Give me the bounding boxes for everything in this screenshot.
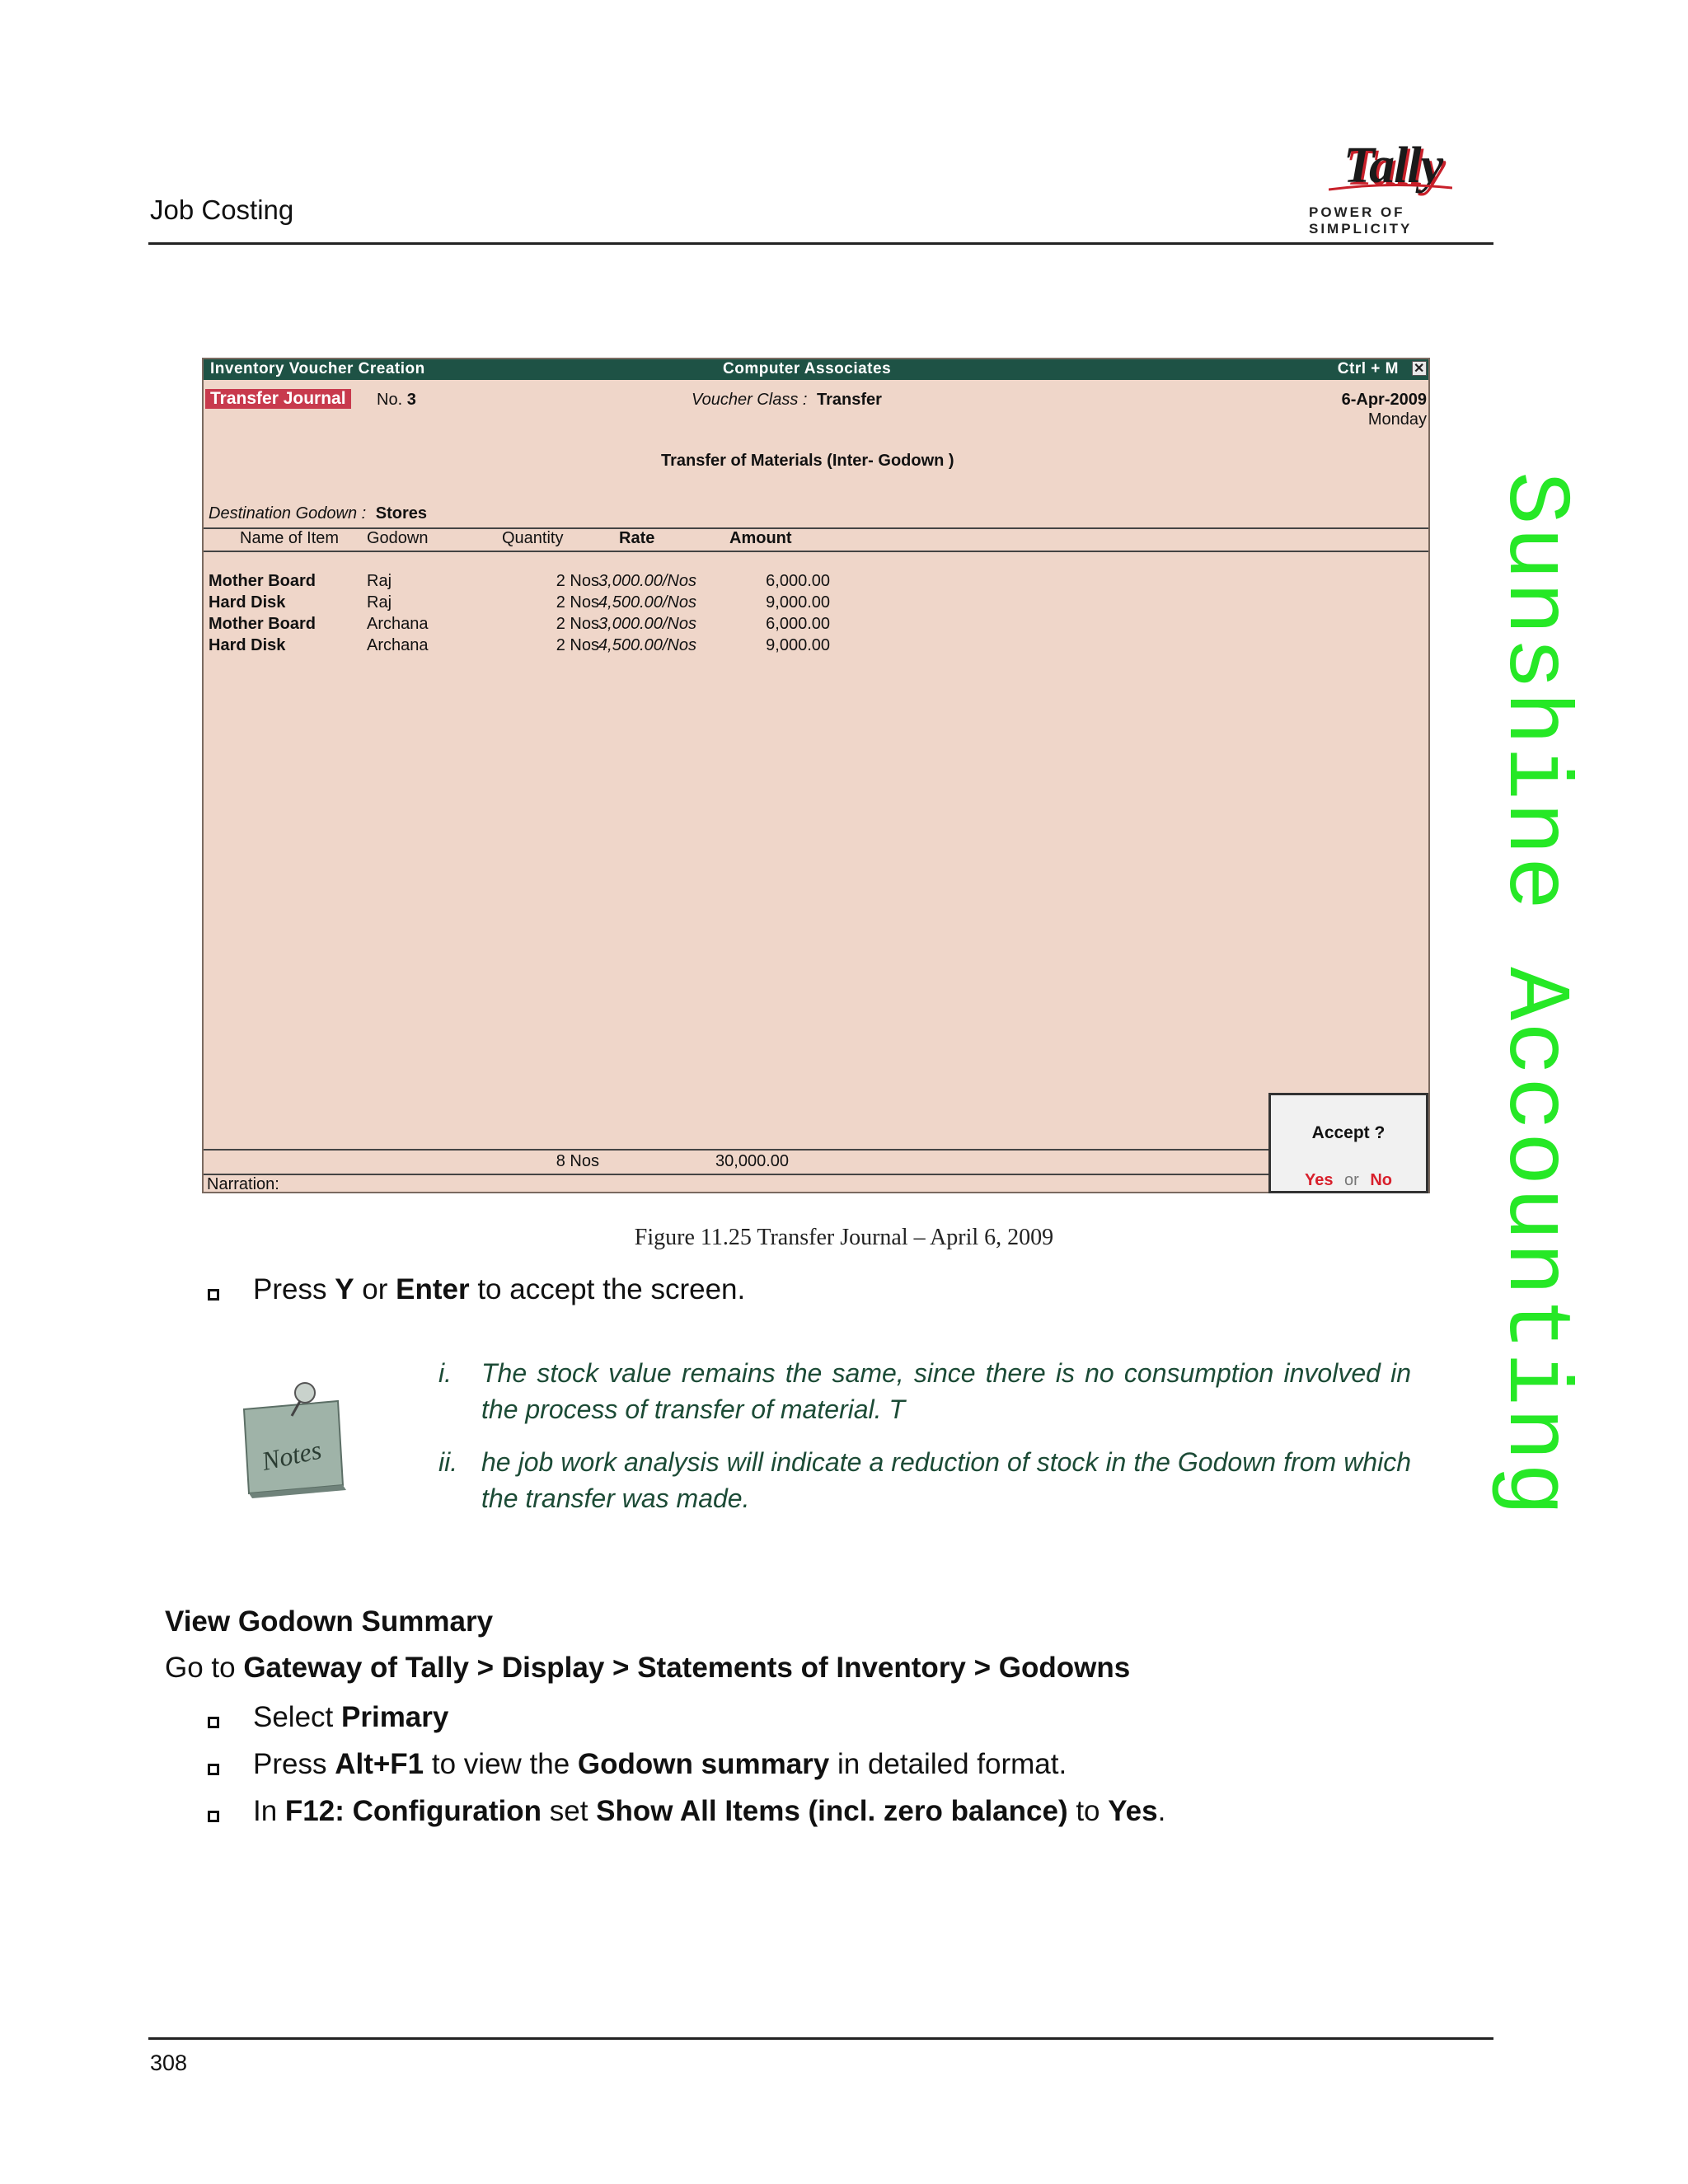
menu-path: Gateway of Tally > Display > Statements of Inventory > Godowns bbox=[243, 1652, 1131, 1684]
bullet-square-icon bbox=[208, 1289, 219, 1301]
cell-qty: 2 Nos bbox=[556, 572, 599, 590]
col-godown: Godown bbox=[367, 529, 429, 547]
col-rate: Rate bbox=[619, 529, 655, 547]
bold-term: Primary bbox=[341, 1701, 449, 1733]
footer-rule bbox=[148, 2037, 1493, 2040]
cell-godown: Raj bbox=[367, 593, 392, 612]
text: in detailed format. bbox=[829, 1748, 1067, 1780]
notes-icon-label: Notes bbox=[259, 1434, 325, 1476]
text: . bbox=[1157, 1795, 1166, 1827]
figure-caption: Figure 11.25 Transfer Journal – April 6, 2009 bbox=[634, 1225, 1054, 1250]
text: to bbox=[1067, 1795, 1109, 1827]
voucher-date: 6-Apr-2009 bbox=[1341, 391, 1427, 409]
destination-godown bbox=[209, 504, 427, 523]
column-header-row bbox=[204, 529, 945, 551]
instruction-accept bbox=[253, 1273, 745, 1306]
col-amount: Amount bbox=[729, 529, 792, 547]
cell-rate: 4,500.00/Nos bbox=[598, 593, 696, 612]
cell-item: Mother Board bbox=[209, 615, 316, 633]
total-quantity: 8 Nos bbox=[556, 1152, 599, 1170]
table-row bbox=[204, 636, 945, 658]
shortcut-hint: Ctrl + M bbox=[1337, 360, 1399, 377]
cell-item: Mother Board bbox=[209, 572, 316, 590]
note-item bbox=[438, 1355, 1411, 1429]
voucher-no-label: No. bbox=[377, 391, 403, 409]
bold-term: Godown summary bbox=[577, 1748, 830, 1780]
cell-amount: 6,000.00 bbox=[766, 572, 830, 590]
key-enter: Enter bbox=[396, 1273, 470, 1305]
total-rule bbox=[204, 1149, 1270, 1151]
step-item bbox=[253, 1795, 1165, 1828]
note-item bbox=[438, 1444, 1411, 1518]
note-text: The stock value remains the same, since there is no consumption involved in the process of transfer of material. T bbox=[481, 1358, 1411, 1424]
close-icon[interactable]: ✕ bbox=[1412, 361, 1427, 376]
company-name: Computer Associates bbox=[723, 360, 892, 377]
text: set bbox=[542, 1795, 597, 1827]
voucher-number bbox=[377, 391, 416, 410]
table-row bbox=[204, 593, 945, 615]
col-quantity: Quantity bbox=[502, 529, 564, 547]
cell-qty: 2 Nos bbox=[556, 593, 599, 612]
cell-qty: 2 Nos bbox=[556, 636, 599, 654]
bullet-square-icon bbox=[208, 1764, 219, 1775]
bullet-square-icon bbox=[208, 1811, 219, 1822]
cell-rate: 3,000.00/Nos bbox=[598, 572, 696, 590]
cell-rate: 3,000.00/Nos bbox=[598, 615, 696, 633]
cell-godown: Raj bbox=[367, 572, 392, 590]
bold-term: Alt+F1 bbox=[335, 1748, 424, 1780]
key-y: Y bbox=[335, 1273, 354, 1305]
accept-prompt: Accept ? bbox=[1311, 1123, 1386, 1142]
narration-label: Narration: bbox=[207, 1175, 279, 1193]
column-header-bottom-rule bbox=[204, 551, 1428, 552]
accept-or-text: or bbox=[1344, 1171, 1359, 1189]
table-row bbox=[204, 572, 945, 593]
destination-value: Stores bbox=[375, 504, 428, 523]
col-name-of-item: Name of Item bbox=[240, 529, 340, 547]
cell-godown: Archana bbox=[367, 636, 429, 654]
section-title: View Godown Summary bbox=[165, 1605, 494, 1638]
note-number: ii. bbox=[438, 1447, 458, 1477]
cell-qty: 2 Nos bbox=[556, 615, 599, 633]
logo-tagline: POWER OF SIMPLICITY bbox=[1309, 204, 1413, 237]
header-rule bbox=[148, 242, 1493, 245]
text: to view the bbox=[424, 1748, 578, 1780]
page-number: 308 bbox=[150, 2050, 188, 2075]
total-amount: 30,000.00 bbox=[715, 1152, 789, 1170]
tally-voucher-screenshot bbox=[202, 358, 1430, 1193]
accept-yes-button[interactable]: Yes bbox=[1304, 1171, 1334, 1189]
cell-amount: 9,000.00 bbox=[766, 593, 830, 612]
logo-wordmark: Tally bbox=[1343, 138, 1443, 194]
cell-godown: Archana bbox=[367, 615, 429, 633]
destination-label: Destination Godown : bbox=[209, 504, 367, 523]
text: Go to bbox=[165, 1652, 244, 1684]
text: to accept the screen. bbox=[469, 1273, 746, 1305]
cell-amount: 9,000.00 bbox=[766, 636, 830, 654]
logo-swoosh bbox=[1329, 183, 1452, 191]
navigation-path bbox=[165, 1652, 1130, 1685]
bold-term: Yes bbox=[1108, 1795, 1158, 1827]
text: Select bbox=[253, 1701, 341, 1733]
cell-item: Hard Disk bbox=[209, 593, 286, 612]
accept-options bbox=[1271, 1171, 1426, 1190]
totals-row bbox=[204, 1152, 945, 1174]
voucher-no-value: 3 bbox=[406, 391, 416, 409]
note-number: i. bbox=[438, 1358, 452, 1388]
title-bar bbox=[204, 359, 1428, 380]
bold-term: Show All Items (incl. zero balance) bbox=[596, 1795, 1068, 1827]
narration-rule bbox=[204, 1174, 1270, 1175]
step-item bbox=[253, 1701, 448, 1734]
voucher-class bbox=[692, 391, 882, 410]
accept-no-button[interactable]: No bbox=[1370, 1171, 1393, 1189]
voucher-type-badge: Transfer Journal bbox=[205, 389, 351, 409]
note-text: he job work analysis will indicate a reduction of stock in the Godown from which the transfer was made. bbox=[481, 1447, 1411, 1513]
text: In bbox=[253, 1795, 285, 1827]
cell-rate: 4,500.00/Nos bbox=[598, 636, 696, 654]
bold-term: F12: Configuration bbox=[284, 1795, 542, 1827]
voucher-day: Monday bbox=[1367, 410, 1427, 429]
table-row bbox=[204, 615, 945, 636]
cell-amount: 6,000.00 bbox=[766, 615, 830, 633]
voucher-class-value: Transfer bbox=[817, 391, 882, 409]
voucher-heading: Transfer of Materials (Inter- Godown ) bbox=[661, 452, 954, 470]
voucher-class-label: Voucher Class : bbox=[692, 391, 808, 409]
notes-icon bbox=[237, 1368, 353, 1500]
running-header-title: Job Costing bbox=[150, 194, 294, 225]
step-item bbox=[253, 1748, 1067, 1781]
cell-item: Hard Disk bbox=[209, 636, 286, 654]
bullet-square-icon bbox=[208, 1717, 219, 1728]
text: Press bbox=[253, 1748, 335, 1780]
text: or bbox=[354, 1273, 396, 1305]
tally-logo bbox=[1306, 132, 1500, 237]
text: Press bbox=[253, 1273, 335, 1305]
watermark: Sunshine Accounting bbox=[1484, 471, 1584, 1518]
accept-dialog bbox=[1268, 1093, 1428, 1193]
screen-title: Inventory Voucher Creation bbox=[210, 360, 425, 377]
